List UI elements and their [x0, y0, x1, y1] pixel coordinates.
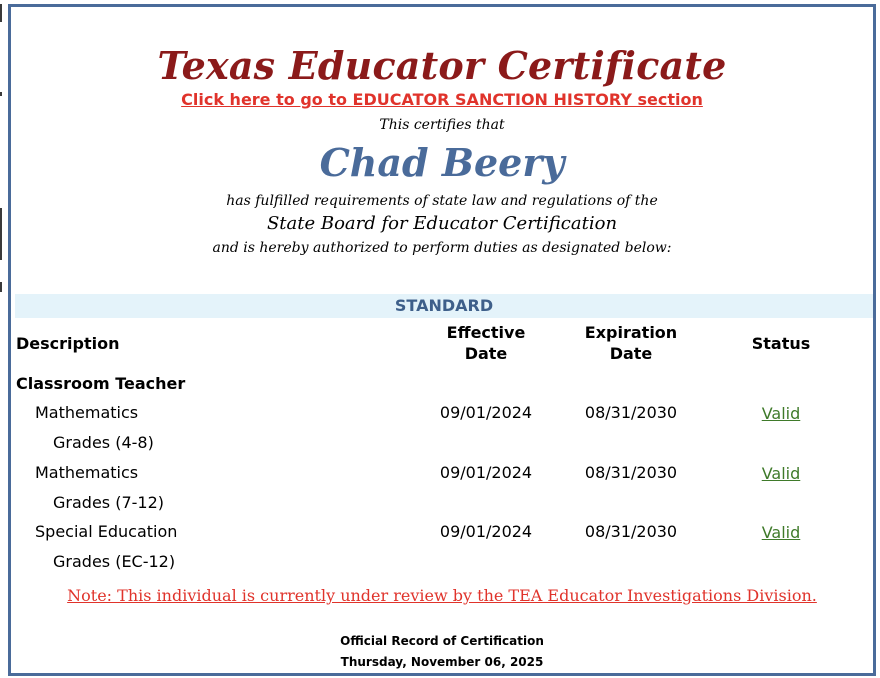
- group-label-classroom-teacher: Classroom Teacher: [16, 374, 186, 393]
- certificate-title: Texas Educator Certificate: [157, 43, 727, 88]
- certificate-row: [11, 403, 873, 459]
- row-subject: Mathematics: [35, 463, 139, 482]
- certifies-text: This certifies that: [379, 117, 505, 133]
- board-name: State Board for Educator Certification: [266, 213, 618, 234]
- sanction-history-link[interactable]: Click here to go to EDUCATOR SANCTION HISTORY section: [181, 90, 703, 109]
- printed-date: Thursday, November 06, 2025: [340, 655, 544, 669]
- official-record-label: Official Record of Certification: [340, 634, 544, 648]
- row-effective-date: 09/01/2024: [439, 522, 533, 541]
- edge-mark: [0, 4, 2, 22]
- certificate-row: [11, 522, 873, 578]
- row-grades: Grades (EC-12): [53, 552, 176, 571]
- authorized-text: and is hereby authorized to perform duties as designated below:: [212, 240, 672, 256]
- column-header-expiration-date: [576, 322, 686, 364]
- certificate-frame: [8, 4, 876, 676]
- row-effective-date: 09/01/2024: [439, 463, 533, 482]
- row-grades: Grades (7-12): [53, 493, 164, 512]
- certificate-row: [11, 463, 873, 519]
- column-header-status: Status: [751, 334, 811, 353]
- row-status-link[interactable]: Valid: [761, 404, 801, 423]
- section-header-standard: STANDARD: [15, 294, 873, 318]
- row-subject: Special Education: [35, 522, 178, 541]
- edge-mark: [0, 282, 2, 292]
- row-expiration-date: 08/31/2030: [584, 403, 678, 422]
- column-header-description: Description: [16, 334, 120, 353]
- column-header-effective-date: [431, 322, 541, 364]
- row-status-link[interactable]: Valid: [761, 464, 801, 483]
- edge-mark: [0, 92, 2, 96]
- column-header-effective-line1: Effective: [446, 323, 526, 342]
- row-expiration-date: 08/31/2030: [584, 522, 678, 541]
- page-left-edge: [0, 0, 8, 678]
- row-effective-date: 09/01/2024: [439, 403, 533, 422]
- row-grades: Grades (4-8): [53, 433, 154, 452]
- investigation-note-link[interactable]: Note: This individual is currently under review by the TEA Educator Investigations Division.: [67, 586, 817, 605]
- row-status-link[interactable]: Valid: [761, 523, 801, 542]
- row-expiration-date: 08/31/2030: [584, 463, 678, 482]
- edge-mark: [0, 208, 2, 260]
- column-header-expiration-line1: Expiration: [584, 323, 678, 342]
- column-header-expiration-line2: Date: [609, 344, 653, 363]
- holder-name: Chad Beery: [319, 140, 565, 185]
- fulfilled-text: has fulfilled requirements of state law and regulations of the: [226, 193, 658, 209]
- row-subject: Mathematics: [35, 403, 139, 422]
- column-header-effective-line2: Date: [464, 344, 508, 363]
